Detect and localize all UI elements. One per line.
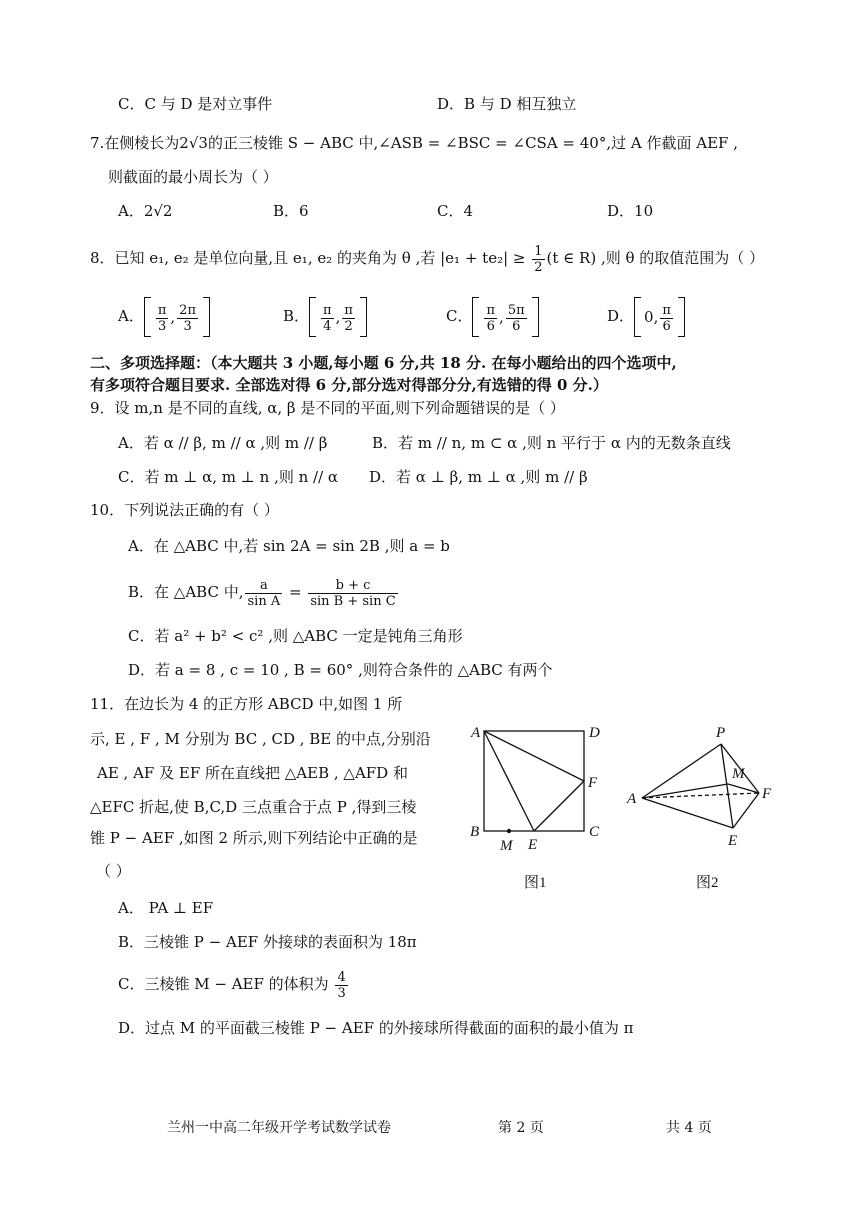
q6-option-c: C．C 与 D 是对立事件	[118, 95, 273, 113]
label-a: A	[471, 725, 481, 741]
q11-option-a: A． PA ⊥ EF	[118, 899, 214, 917]
point-m	[507, 829, 511, 833]
label-f: F	[588, 775, 598, 791]
q8-option-b: B． $\frac{\pi}{4}$ , $\frac{\pi}{2}$	[283, 296, 367, 337]
q11-stem-1: 11．在边长为 4 的正方形 ABCD 中,如图 1 所	[90, 695, 403, 713]
q8-option-a: A． $\frac{\pi}{3}$ , $\frac{2\pi}{3}$	[118, 296, 210, 337]
q9-option-a: A．若 α // β, m // α ,则 m // β	[118, 434, 328, 452]
q8-stem: 8．已知 e₁, e₂ 是单位向量,且 e₁, e₂ 的夹角为 θ ,若 |e₁ + te₂| ≥ $\frac{1}{2}$ (t ∈ R) ,则 θ 的取值范围为（ ）	[90, 243, 765, 275]
square-abcd	[484, 731, 584, 831]
figure-1-caption: 图1	[524, 875, 547, 891]
segment-af	[484, 731, 584, 781]
q11-stem-4: △EFC 折起,使 B,C,D 三点重合于点 P ,得到三棱	[90, 798, 417, 816]
q8-option-d: D． 0, $\frac{\pi}{6}$	[607, 296, 685, 337]
figure-2-caption: 图2	[696, 875, 719, 891]
q10-option-d: D．若 a = 8 , c = 10 , B = 60° ,则符合条件的 △ABC 有两个	[128, 661, 553, 679]
q11-stem-2: 示, E , F , M 分别为 BC , CD , BE 的中点,分别沿	[90, 730, 431, 748]
section2-header-2: 有多项符合题目要求. 全部选对得 6 分,部分选对得部分分,有选错的得 0 分.）	[90, 376, 608, 394]
footer-total: 共 4 页	[666, 1120, 712, 1136]
edge-ef	[733, 793, 759, 828]
q7-option-c: C．4	[437, 202, 474, 220]
q6-option-d: D．B 与 D 相互独立	[437, 95, 577, 113]
q9-option-d: D．若 α ⊥ β, m ⊥ α ,则 m // β	[369, 468, 588, 486]
edge-ae	[642, 798, 733, 828]
q11-stem-5: 锥 P − AEF ,如图 2 所示,则下列结论中正确的是	[90, 829, 418, 847]
label-c: C	[589, 824, 600, 840]
q11-option-b: B．三棱锥 P − AEF 外接球的表面积为 18π	[118, 933, 417, 951]
footer-page: 第 2 页	[498, 1120, 544, 1136]
q11-option-c: C．三棱锥 M − AEF 的体积为 $\frac{4}{3}$	[118, 969, 346, 1001]
q9-stem: 9．设 m,n 是不同的直线, α, β 是不同的平面,则下列命题错误的是（ ）	[90, 399, 565, 417]
q10-option-a: A．在 △ABC 中,若 sin 2A = sin 2B ,则 a = b	[128, 537, 450, 555]
q7-option-a: A．2√2	[118, 202, 173, 220]
edge-pa	[642, 744, 721, 798]
q11-stem-6: （ ）	[96, 862, 131, 880]
q7-stem-2: 则截面的最小周长为（ ）	[108, 168, 278, 186]
label-a: A	[627, 791, 637, 807]
segment-ef	[534, 781, 584, 831]
q10-option-c: C．若 a² + b² < c² ,则 △ABC 一定是钝角三角形	[128, 627, 463, 645]
q11-option-d: D．过点 M 的平面截三棱锥 P − AEF 的外接球所得截面的面积的最小值为 π	[118, 1019, 634, 1037]
q10-option-b: B．在 △ABC 中, $\frac{a}{\text{sin A}}$ = $\frac{b + c}{\text{sin B + sin C}}$	[128, 577, 396, 609]
q7-stem: 7.在侧棱长为2√3的正三棱锥 S − ABC 中,∠ASB = ∠BSC = ∠CSA = 40°,过 A 作截面 AEF ,	[90, 134, 738, 152]
q10-stem: 10．下列说法正确的有（ ）	[90, 501, 279, 519]
label-d: D	[589, 725, 600, 741]
label-f: F	[762, 786, 772, 802]
label-b: B	[470, 824, 480, 840]
q9-option-c: C．若 m ⊥ α, m ⊥ n ,则 n // α	[118, 468, 339, 486]
label-m: M	[500, 838, 513, 854]
label-e: E	[728, 833, 738, 849]
q8-option-c: C． $\frac{\pi}{6}$ , $\frac{5\pi}{6}$	[446, 296, 539, 337]
q11-stem-3: AE , AF 及 EF 所在直线把 △AEB , △AFD 和	[97, 764, 408, 782]
section2-header: 二、多项选择题：（本大题共 3 小题,每小题 6 分,共 18 分. 在每小题给出的四个选项中,	[90, 354, 677, 372]
edge-mf	[728, 784, 759, 793]
q7-option-d: D．10	[607, 202, 654, 220]
segment-ae	[484, 731, 534, 831]
q7-option-b: B．6	[273, 202, 309, 220]
q9-option-b: B．若 m // n, m ⊂ α ,则 n 平行于 α 内的无数条直线	[372, 434, 731, 452]
label-e: E	[528, 837, 538, 853]
footer-title: 兰州一中高二年级开学考试数学试卷	[167, 1120, 391, 1136]
figure-2	[620, 720, 790, 895]
label-m: M	[732, 766, 745, 782]
label-p: P	[716, 725, 726, 741]
figure-1	[462, 715, 612, 895]
